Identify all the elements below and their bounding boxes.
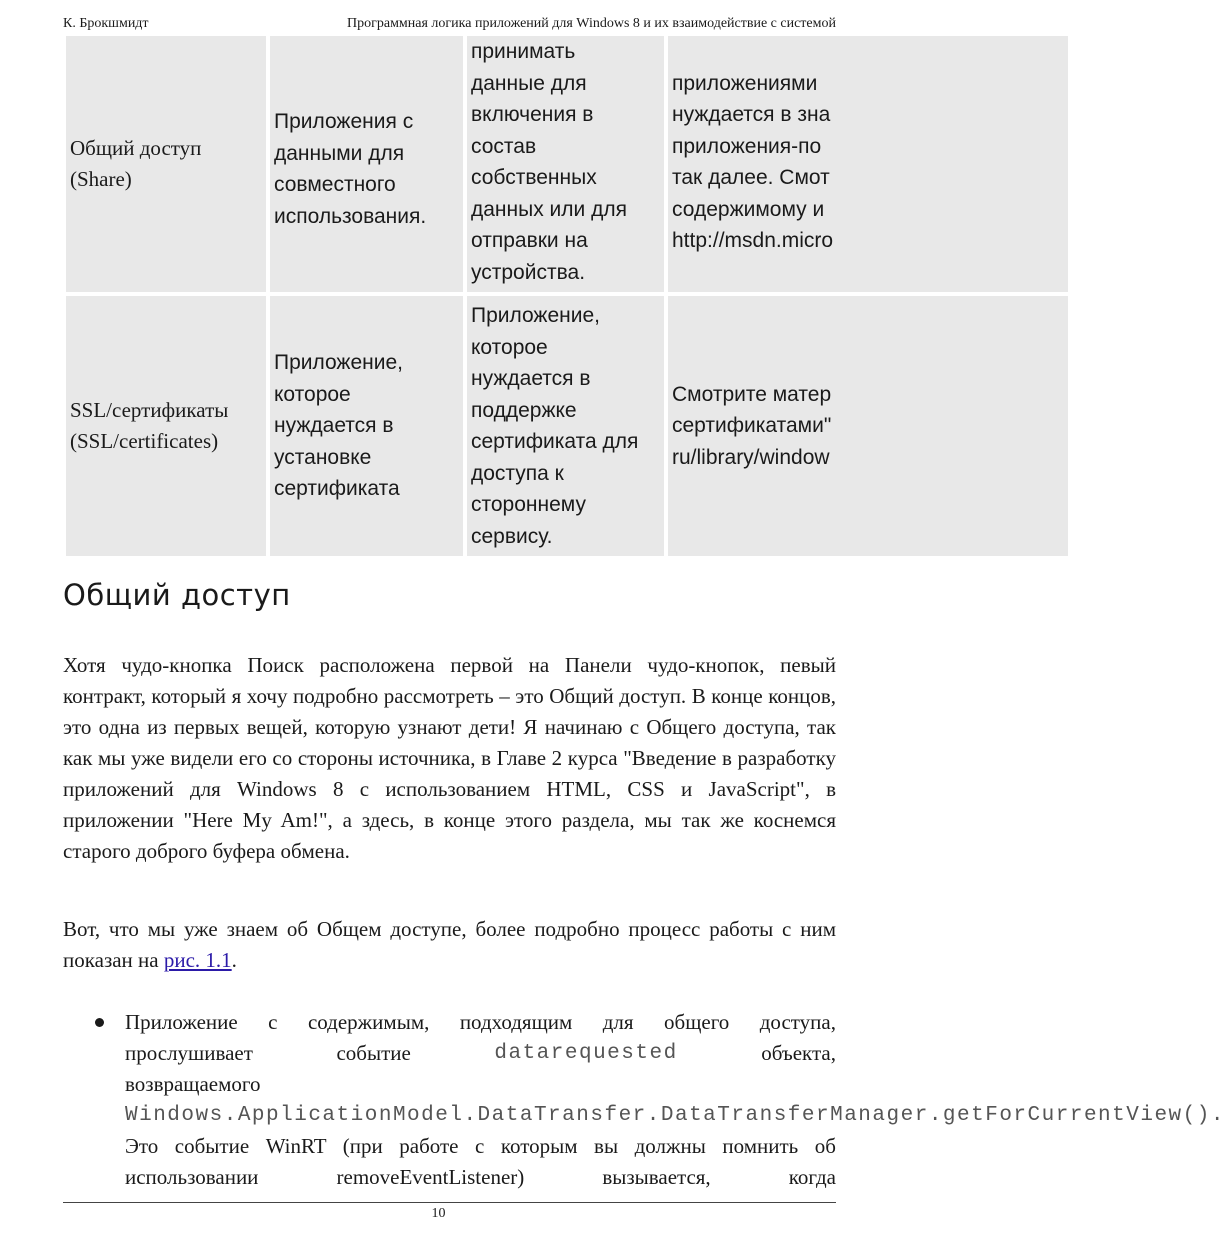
table-row-ssl	[66, 296, 1068, 556]
bullet-line: возвращаемого	[125, 1072, 261, 1096]
table-row-share	[66, 36, 1068, 292]
capabilities-table	[63, 36, 836, 548]
cell-text: Приложения с данными для совместного использования.	[274, 110, 427, 228]
bullet-word: прослушивает	[125, 1041, 253, 1065]
bullet-list	[95, 1007, 1225, 1189]
figure-link[interactable]: рис. 1.1	[163, 948, 232, 972]
table-cell-notes	[668, 296, 1068, 556]
table-cell-capability	[66, 36, 266, 292]
section-heading: Общий доступ	[63, 578, 291, 612]
table-cell-consumer	[467, 296, 664, 556]
code-datarequested: datarequested	[494, 1042, 678, 1065]
footer-divider	[63, 1202, 836, 1203]
cell-text: Приложение, которое нуждается в установке сертификата	[274, 351, 404, 501]
cell-text: Смотрите матер сертификатами" ru/library/window	[672, 382, 832, 469]
bullet-word: событие	[336, 1041, 411, 1065]
bullet-word: вызывается,	[602, 1165, 711, 1189]
bullet-word: использовании	[125, 1165, 259, 1189]
bullet-line	[125, 1007, 836, 1038]
table-cell-consumer	[467, 36, 664, 292]
bullet-word: когда	[788, 1165, 836, 1189]
header-author: К. Брокшмидт	[63, 16, 149, 31]
paragraph-text: Вот, что мы уже знаем об Общем доступе, более подробно процесс работы с ним показан на	[63, 917, 836, 972]
bullet-dot-icon	[95, 1018, 104, 1027]
header-course-title: Программная логика приложений для Windows 8 и их взаимодействие с системой	[347, 16, 836, 31]
paragraph-known-facts	[63, 914, 836, 976]
paragraph-text-end: .	[231, 948, 237, 972]
page-number: 10	[431, 1206, 446, 1221]
table-cell-when-used	[270, 36, 463, 292]
table-cell-capability	[66, 296, 266, 556]
table-cell-when-used	[270, 296, 463, 556]
cell-text: Общий доступ (Share)	[70, 135, 202, 191]
cell-text: принимать данные для включения в состав собственных данных или для отправки на устройства.	[471, 40, 627, 284]
bullet-line	[125, 1162, 836, 1193]
cell-text: Приложение, которое нуждается в поддержке сертификата для доступа к стороннему сервису.	[471, 304, 639, 548]
bullet-line	[125, 1038, 836, 1069]
bullet-text: Приложение с содержимым, подходящим для общего доступа,	[125, 1010, 836, 1034]
bullet-line	[125, 1131, 836, 1162]
bullet-text: Это событие WinRT (при работе с которым вы должны помнить об	[125, 1134, 836, 1158]
bullet-word: объекта,	[761, 1041, 836, 1065]
cell-text: SSL/сертификаты (SSL/certificates)	[70, 397, 229, 453]
list-item	[125, 1007, 1225, 1193]
bullet-word: removeEventListener)	[336, 1165, 525, 1189]
code-datatransfer-manager: Windows.ApplicationModel.DataTransfer.DataTransferManager.getForCurrentView().	[125, 1104, 1225, 1127]
table-cell-notes	[668, 36, 1068, 292]
paragraph-intro: Хотя чудо-кнопка Поиск расположена первой на Панели чудо-кнопок, певый контракт, который я хочу подробно рассмотреть – это Общий доступ. В конце концов, это одна из первых вещей, которую узнают дети! Я начинаю с Общего доступа, так как мы уже видели его со стороны источника, в Главе 2 курса "Введение в разработку приложений для Windows 8 с использованием HTML, CSS и JavaScript", в приложении "Here My Am!", а здесь, в конце этого раздела, мы так же коснемся старого доброго буфера обмена.	[63, 653, 836, 863]
cell-text: приложениями нуждается в зна приложения-по так далее. Смот содержимому и http://msdn.micro	[672, 71, 834, 252]
